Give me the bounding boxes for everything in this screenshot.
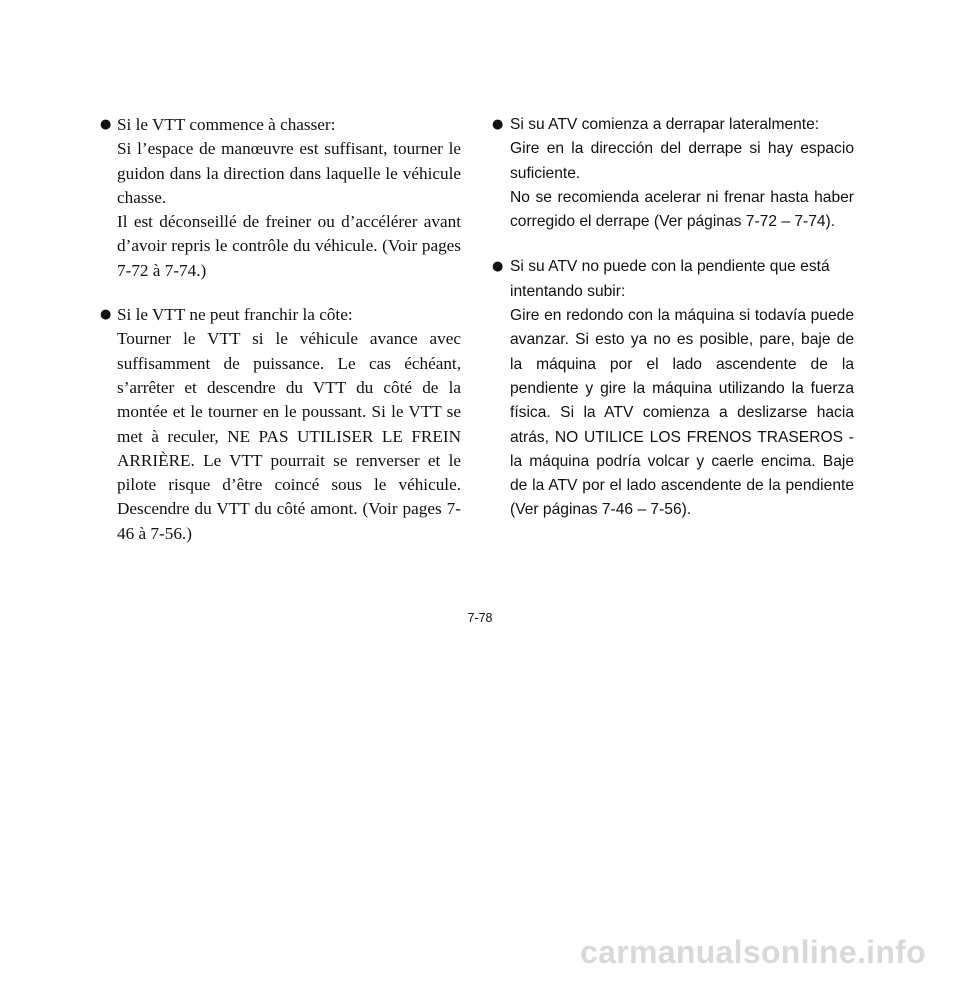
item-paragraph: Il est déconseillé de freiner ou d’accélérer avant d’avoir repris le contrôle du véhicule. (Voir pages 7-72 à 7-74.) <box>117 212 461 280</box>
french-column <box>100 113 461 546</box>
bullet-icon: ● <box>492 259 504 275</box>
page-number: 7-78 <box>467 611 493 625</box>
item-lead: Si le VTT commence à chasser: <box>117 115 336 134</box>
item-paragraph: No se recomienda acelerar ni frenar hasta haber corregido el derrape (Ver páginas 7-72 – 7-74). <box>510 188 854 231</box>
list-item <box>492 113 854 234</box>
bullet-icon: ● <box>100 117 112 132</box>
list-item <box>100 303 461 546</box>
bullet-icon: ● <box>492 117 504 132</box>
watermark: carmanualsonline.info <box>580 934 926 970</box>
item-paragraph: Tourner le VTT si le véhicule avance avec suffisamment de puissance. Le cas échéant, s’arrêter et descendre du VTT du côté de la montée et le tourner en le poussant. Si le VTT se met à reculer, NE PAS UTILISER LE FREIN ARRIÈRE. Le VTT pourrait se renverser et le pilote risque d’être coincé sous le véhicule. Descendre du VTT du côté amont. (Voir pages 7-46 à 7-56.) <box>117 329 461 543</box>
list-item <box>100 113 461 283</box>
item-lead: Si su ATV comienza a derrapar lateralmente: <box>510 116 820 133</box>
bullet-icon: ● <box>100 307 112 323</box>
item-paragraph: Gire en redondo con la máquina si todavía puede avanzar. Si esto ya no es posible, pare, baje de la máquina por el lado ascendente de la pendiente y gire la máquina utilizando la fuerza física. Si la ATV comienza a deslizarse hacia atrás, NO UTILICE LOS FRENOS TRASEROS - la máquina podría volcar y caerle encima. Baje de la ATV por el lado ascendente de la pendiente (Ver páginas 7-46 – 7-56). <box>510 307 854 519</box>
item-paragraph: Si l’espace de manœuvre est suffisant, tourner le guidon dans la direction dans laquelle le véhicule chasse. <box>117 139 461 207</box>
list-item <box>492 255 854 522</box>
item-paragraph: Gire en la dirección del derrape si hay espacio suficiente. <box>510 140 854 182</box>
item-lead: Si su ATV no puede con la pendiente que está intentando subir: <box>510 258 830 300</box>
item-lead: Si le VTT ne peut franchir la côte: <box>117 305 353 325</box>
spanish-column <box>492 113 854 523</box>
